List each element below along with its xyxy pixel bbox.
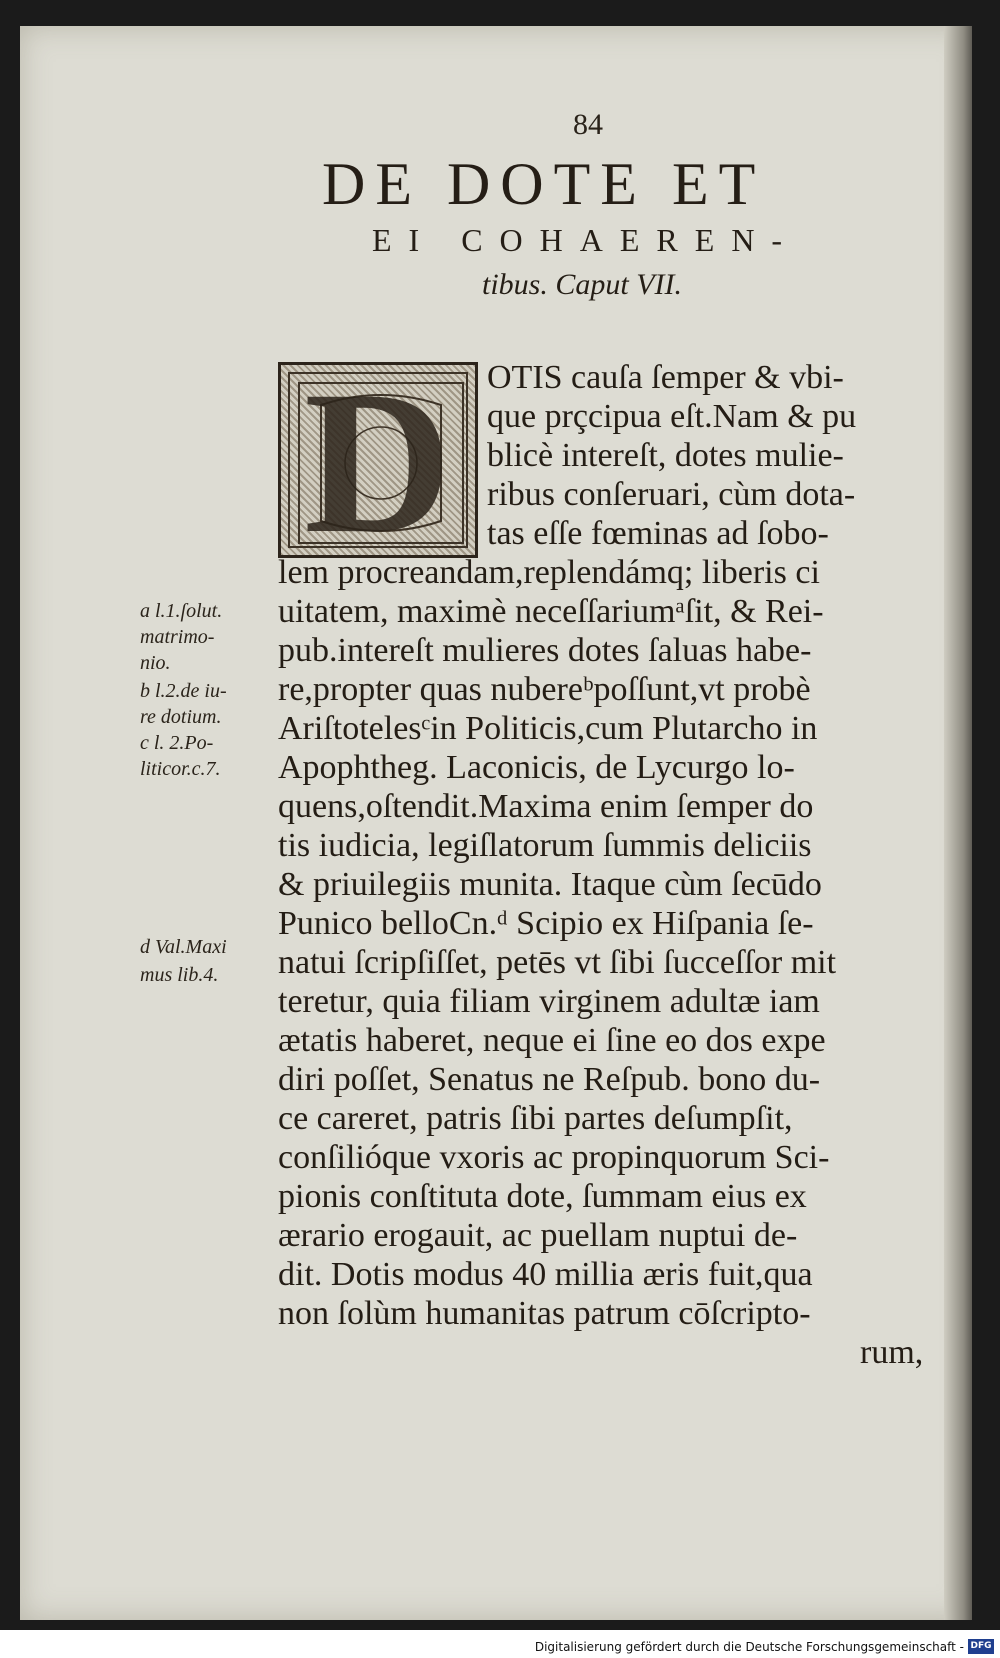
body-text-line: natui ſcripſiſſet, petēs vt ſibi ſucceſſor mit <box>278 944 837 981</box>
margin-note: liticor.c.7. <box>140 758 221 780</box>
margin-note: a l.1.ſolut. <box>140 600 223 622</box>
body-text-line: ærario erogauit, ac puellam nuptui de- <box>278 1217 798 1254</box>
chapter-title-line-3: tibus. Caput VII. <box>482 268 682 301</box>
funding-credit: Digitalisierung gefördert durch die Deutsche Forschungsgemeinschaft - <box>534 1640 964 1654</box>
decorated-initial <box>278 349 478 576</box>
body-text-line: diri poſſet, Senatus ne Reſpub. bono du- <box>278 1061 821 1098</box>
margin-note: d Val.Maxi <box>140 936 227 958</box>
body-text-line: ætatis haberet, neque ei ſine eo dos expe <box>278 1022 826 1059</box>
body-text-line: blicè intereſt, dotes mulie- <box>487 437 844 474</box>
margin-note: c l. 2.Po- <box>140 732 214 754</box>
margin-note: mus lib.4. <box>140 964 219 986</box>
body-text-line: Ariſtotelesᶜin Politicis,cum Plutarcho in <box>278 710 818 747</box>
body-text-line: tas eſſe fœminas ad ſobo- <box>487 515 829 552</box>
chapter-title-line-2: EI COHAEREN- <box>372 222 800 258</box>
chapter-title-line-1: DE DOTE ET <box>322 151 766 217</box>
body-text-line: tis iudicia, legiſlatorum ſummis deliciis <box>278 827 812 864</box>
margin-note: b l.2.de iu- <box>140 680 227 702</box>
margin-note: matrimo- <box>140 626 215 648</box>
body-text-line: lem procreandam,replendámq; liberis ci <box>278 554 820 591</box>
body-text-line: re,propter quas nubereᵇpoſſunt,vt probè <box>278 671 811 708</box>
body-text-line: ce careret, patris ſibi partes deſumpſit, <box>278 1100 793 1137</box>
body-text-line: Apophtheg. Laconicis, de Lycurgo lo- <box>278 749 795 786</box>
page-number: 84 <box>573 108 603 141</box>
body-text-line: OTIS cauſa ſemper & vbi- <box>487 359 844 396</box>
drop-cap-letter: D <box>303 349 453 576</box>
body-text-line: non ſolùm humanitas patrum cōſcripto- <box>278 1295 811 1332</box>
book-spine-shadow <box>944 26 972 1620</box>
body-text-line: pionis conſtituta dote, ſummam eius ex <box>278 1178 807 1215</box>
body-text-line: pub.intereſt mulieres dotes ſaluas habe- <box>278 632 812 669</box>
body-text-line: teretur, quia filiam virginem adultæ iam <box>278 983 820 1020</box>
body-text-line: uitatem, maximè neceſſariumᵃſit, & Rei- <box>278 593 824 630</box>
body-text-line: que prçcipua eſt.Nam & pu <box>487 398 857 435</box>
body-text-line: & priuilegiis munita. Itaque cùm ſecūdo <box>278 866 822 903</box>
body-text-line: quens,oſtendit.Maxima enim ſemper do <box>278 788 814 825</box>
body-text-line: rum, <box>860 1334 924 1371</box>
body-text-line: ribus conſeruari, cùm dota- <box>487 476 856 513</box>
body-text-line: conſilióque vxoris ac propinquorum Sci- <box>278 1139 830 1176</box>
margin-note: nio. <box>140 652 171 674</box>
body-text-line: Punico belloCn.ᵈ Scipio ex Hiſpania ſe- <box>278 905 814 942</box>
body-text-line: dit. Dotis modus 40 millia æris fuit,qua <box>278 1256 813 1293</box>
dfg-logo: DFG <box>968 1639 994 1654</box>
margin-note: re dotium. <box>140 706 222 728</box>
